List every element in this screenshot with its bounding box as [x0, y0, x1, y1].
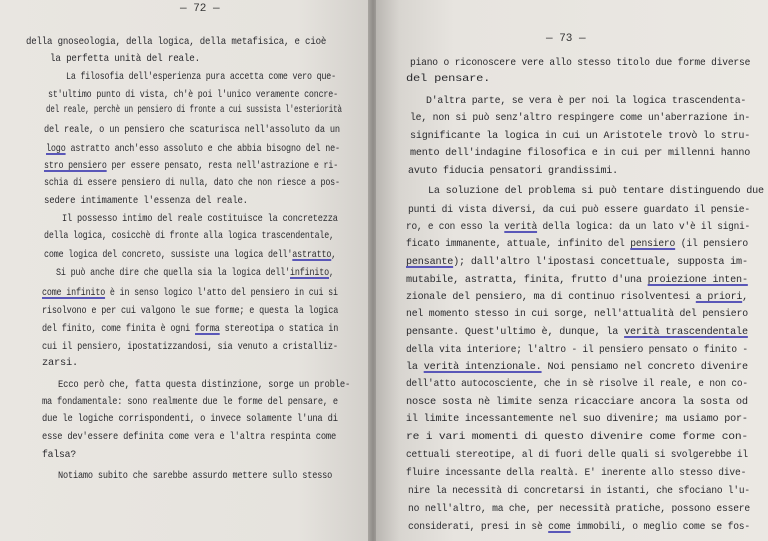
underlined-phrase: verità trascendentale [624, 326, 748, 338]
text-line: della logica, cosicchè di fronte alla logica trascendentale, [44, 230, 334, 242]
text-line: ro, e con esso la verità della logica: da un lato v'è il signi- [406, 221, 751, 233]
text-line: la verità intenzionale. Noi pensiamo nel concreto divenire [406, 361, 748, 373]
underlined-phrase: come infinito [42, 287, 106, 299]
underlined-phrase: forma [195, 323, 220, 335]
underlined-phrase: pensante [406, 256, 454, 268]
text-line: ma fondamentale: sono realmente due le forme del pensare, e [42, 396, 338, 408]
text-line: mutabile, astratta, finita, frutto d'una proiezione inten- [406, 274, 748, 286]
underlined-phrase: logo [46, 143, 66, 155]
underlined-phrase: come [548, 521, 571, 533]
text-line: la perfetta unità del reale. [50, 53, 201, 65]
text-line: cettuali stereotipe, al di fuori delle quali si svolgerebbe il [406, 449, 748, 461]
text-line: il limite incessantemente nel suo divenire; ma usiamo por- [406, 413, 748, 425]
text-line: zionale del pensiero, ma di continuo risolventesi a priori, [406, 291, 748, 303]
text-line: st'ultimo punto di vista, ch'è poi l'unico veramente concre- [48, 89, 338, 101]
text-line: avuto fiducia pensatori grandissimi. [408, 165, 618, 177]
text-line: La filosofia dell'esperienza pura accetta come vero que- [66, 71, 336, 83]
text-line: sedere intimamente l'essenza del reale. [44, 195, 248, 207]
text-line: della vita interiore; l'altro - il pensiero pensato o finito - [406, 344, 748, 356]
text-line: no nell'altro, ma che, per necessità pratiche, possono essere [408, 503, 751, 515]
text-line: risolvono e per cui valgono le sue forme; e questa la logica [42, 305, 339, 317]
text-line: Notiamo subito che sarebbe assurdo mettere sullo stesso [58, 470, 333, 482]
text-line: nosce sosta nè limite senza ricacciare ancora la sosta od [406, 396, 748, 408]
text-line: del finito, come finita è ogni forma stereotipa o statica in [42, 323, 339, 335]
text-line: considerati, presi in sè come immobili, o meglio come se fos- [408, 521, 751, 533]
text-line: Si può anche dire che quella sia la logica dell'infinito, [56, 267, 334, 279]
underlined-phrase: infinito [289, 267, 329, 279]
text-line: La soluzione del problema si può tentare distinguendo due [428, 185, 764, 197]
text-line: come infinito è in senso logico l'atto del pensiero in cui si [42, 287, 338, 299]
text-line: logo astratto anch'esso assoluto e che abbia bisogno del ne- [46, 143, 340, 155]
text-line: della gnoseologia, della logica, della metafisica, e cioè [26, 36, 327, 48]
text-line: pensante. Quest'ultimo è, dunque, la verità trascendentale [406, 326, 748, 338]
text-line: pensante); dall'altro l'ipostasi concettuale, supposta im- [406, 256, 748, 268]
underlined-phrase: pensiero [630, 238, 676, 250]
text-line: Ecco però che, fatta questa distinzione, sorge un proble- [58, 379, 351, 391]
text-line: del reale, o un pensiero che scaturisca nell'assoluto da un [44, 124, 340, 136]
left-page [0, 0, 372, 541]
text-line: le, non si può senz'altro respingere come un'aberrazione in- [410, 112, 751, 124]
text-line: del reale, perchè un pensiero di fronte a cui sussista l'esteriorità [46, 104, 342, 116]
right-page [376, 0, 768, 541]
text-line: Il possesso intimo del reale costituisce la concretezza [62, 213, 338, 225]
text-line: D'altra parte, se vera è per noi la logica trascendenta- [426, 95, 747, 107]
underlined-phrase: verità intenzionale. [423, 361, 542, 373]
text-line: nire la necessità di concretarsi in istanti, che sfociano l'u- [408, 485, 750, 497]
text-line: significante la logica in cui un Aristotele trovò lo stru- [410, 130, 751, 142]
text-line: falsa? [42, 449, 77, 461]
text-line: due le logiche corrispondenti, o invece solamente l'una di [42, 413, 338, 425]
text-line: re i vari momenti di questo divenire come forme con- [406, 431, 749, 443]
text-line: cui il pensiero, ipostatizzandosi, sia venuto a cristalliz- [42, 341, 338, 353]
text-line: esse dev'essere definita come vera e l'altra respinta come [42, 431, 337, 443]
underlined-phrase: stro pensiero [44, 160, 107, 172]
text-line: punti di vista diversi, da cui può essere guardato il pensie- [408, 204, 751, 216]
text-line: piano o riconoscere vere allo stesso titolo due forme diverse [410, 57, 751, 69]
page-number-right: — 73 — [546, 33, 586, 45]
text-line: fluire incessante della realtà. E' inerente allo stesso dive- [406, 467, 747, 479]
underlined-phrase: verità [504, 221, 538, 233]
underlined-phrase: astratto [292, 249, 332, 261]
text-line: stro pensiero per essere pensato, resta nell'astrazione e ri- [44, 160, 339, 172]
page-number-left: — 72 — [180, 3, 220, 15]
text-line: nel momento stesso in cui sorge, nell'attualità del pensiero [406, 308, 748, 320]
text-line: del pensare. [406, 73, 491, 85]
text-line: mento dell'indagine filosofica e in cui per millenni hanno [410, 147, 751, 159]
text-line: come logica del concreto, sussiste una logica dell'astratto, [44, 249, 337, 261]
underlined-phrase: a priori [695, 291, 743, 303]
underlined-phrase: proiezione inten- [647, 274, 748, 286]
text-line: ficato immanente, attuale, infinito del pensiero (il pensiero [406, 238, 749, 250]
text-line: zarsi. [42, 357, 78, 369]
text-line: dell'atto autocosciente, che in sè risolve il reale, e non co- [406, 378, 748, 390]
text-line: schia di essere pensiero di nulla, dato che non riesce a pos- [44, 177, 340, 189]
